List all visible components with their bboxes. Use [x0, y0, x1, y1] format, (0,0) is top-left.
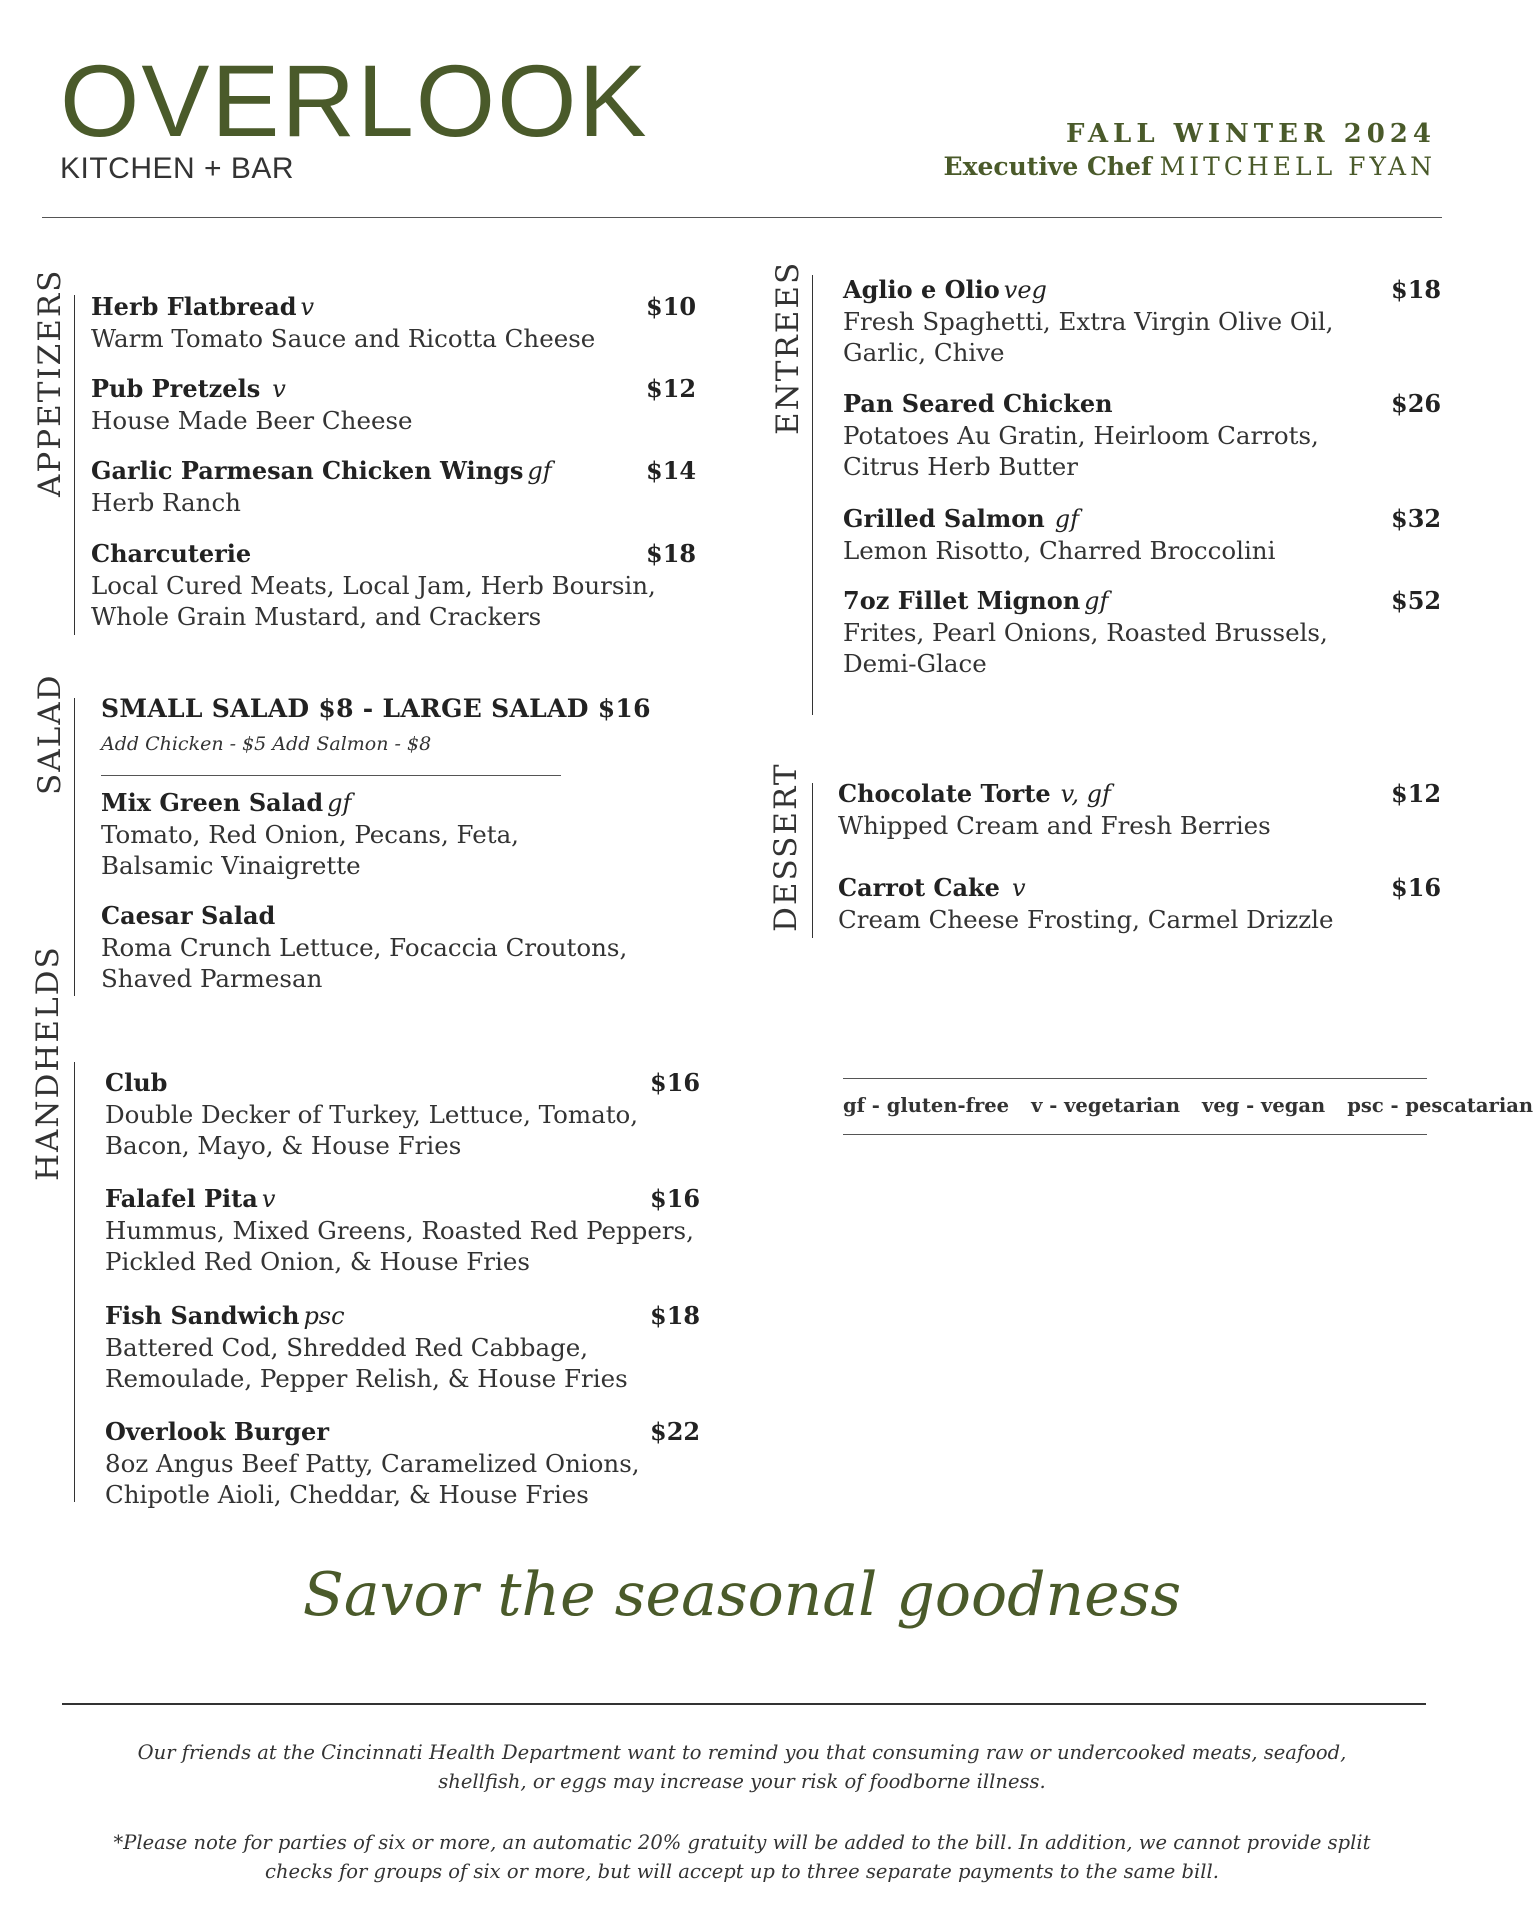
- dietary-tag: v: [261, 1185, 276, 1213]
- section-label-appetizers: APPETIZERS: [32, 268, 68, 497]
- salad-pricing: SMALL SALAD $8 - LARGE SALAD $16: [101, 694, 651, 723]
- dietary-tag: gf: [327, 789, 352, 817]
- item-description: Hummus, Mixed Greens, Roasted Red Peppers,: [105, 1216, 694, 1245]
- item-description: Remoulade, Pepper Relish, & House Fries: [105, 1364, 628, 1393]
- section-label-entrees: ENTREES: [770, 260, 806, 435]
- item-description: Fresh Spaghetti, Extra Virgin Olive Oil,: [843, 307, 1334, 336]
- dietary-tag: v: [272, 375, 286, 403]
- legend-v: v - vegetarian: [1031, 1094, 1180, 1117]
- item-price: $52: [1391, 586, 1442, 615]
- item-name: Grilled Salmon: [843, 504, 1045, 533]
- handhelds-divider: [74, 1062, 75, 1502]
- section-label-dessert: DESSERT: [768, 762, 804, 932]
- item-description: Frites, Pearl Onions, Roasted Brussels,: [843, 618, 1328, 647]
- health-notice-line: Our friends at the Cincinnati Health Department want to remind you that consuming raw or undercooked meats, seafood,: [137, 1741, 1347, 1764]
- item-price: $16: [650, 1068, 701, 1097]
- dietary-tag: v, gf: [1060, 780, 1111, 808]
- item-description: Demi-Glace: [843, 649, 987, 678]
- item-name: Garlic Parmesan Chicken Wings: [91, 456, 524, 485]
- logo-subtitle: KITCHEN + BAR: [60, 152, 295, 185]
- menu-item: [101, 900, 661, 994]
- season-title: FALL WINTER 2024: [1065, 119, 1436, 149]
- legend-veg: veg - vegan: [1202, 1094, 1326, 1117]
- menu-item: [91, 373, 697, 436]
- item-name: Club: [105, 1068, 168, 1097]
- item-description: Warm Tomato Sauce and Ricotta Cheese: [91, 324, 596, 353]
- item-price: $32: [1391, 504, 1442, 533]
- item-price: $16: [1391, 873, 1442, 902]
- item-price: $22: [650, 1417, 701, 1446]
- item-description: Local Cured Meats, Local Jam, Herb Boursin,: [91, 571, 656, 600]
- dietary-tag: gf: [1054, 505, 1079, 533]
- item-price: $26: [1391, 389, 1442, 418]
- item-description: Potatoes Au Gratin, Heirloom Carrots,: [843, 421, 1319, 450]
- dietary-legend: [843, 1094, 1533, 1117]
- item-name: Carrot Cake: [838, 873, 1000, 902]
- menu-item: [105, 1067, 705, 1161]
- menu-item: [105, 1183, 705, 1277]
- health-notice-line: shellfish, or eggs may increase your risk of foodborne illness.: [438, 1770, 1046, 1793]
- salad-divider-horizontal: [101, 775, 561, 776]
- item-price: $12: [1391, 779, 1442, 808]
- gratuity-notice-line: *Please note for parties of six or more, an automatic 20% gratuity will be added to the bill. In addition, we cannot provide split: [113, 1831, 1371, 1854]
- menu-item: [838, 872, 1442, 935]
- item-price: $18: [646, 539, 697, 568]
- item-price: $18: [650, 1301, 701, 1330]
- item-description: Lemon Risotto, Charred Broccolini: [843, 536, 1276, 565]
- menu-item: [843, 585, 1443, 679]
- legend-gf: gf - gluten-free: [843, 1094, 1010, 1117]
- item-description: Balsamic Vinaigrette: [101, 851, 361, 880]
- item-name: Fish Sandwich: [105, 1301, 300, 1330]
- dietary-tag: gf: [527, 457, 552, 485]
- item-description: Cream Cheese Frosting, Carmel Drizzle: [838, 905, 1334, 934]
- item-name: Caesar Salad: [101, 901, 276, 930]
- header-divider: [42, 217, 1442, 218]
- item-description: Whole Grain Mustard, and Crackers: [91, 602, 542, 631]
- dietary-tag: gf: [1084, 587, 1109, 615]
- logo-wordmark: OVERLOOK: [60, 44, 649, 158]
- legend-rule-top: [843, 1078, 1427, 1079]
- item-name: Pan Seared Chicken: [843, 389, 1113, 418]
- salad-divider: [74, 698, 75, 996]
- menu-item: [843, 503, 1443, 566]
- item-description: Herb Ranch: [91, 488, 241, 517]
- dietary-tag: veg: [1003, 276, 1047, 304]
- item-price: $18: [1391, 275, 1442, 304]
- executive-chef: [944, 152, 1436, 181]
- section-label-handhelds: HANDHELDS: [30, 945, 66, 1181]
- item-name: Herb Flatbread: [91, 292, 297, 321]
- gratuity-notice-line: checks for groups of six or more, but will accept up to three separate payments to the same bill.: [265, 1860, 1219, 1883]
- chef-name: MITCHELL FYAN: [1159, 152, 1436, 181]
- item-price: $14: [646, 456, 697, 485]
- dietary-tag: v: [1011, 874, 1026, 902]
- item-description: Roma Crunch Lettuce, Focaccia Croutons,: [101, 933, 628, 962]
- item-name: Mix Green Salad: [101, 788, 324, 817]
- menu-item: [105, 1416, 705, 1510]
- menu-item: [91, 455, 697, 518]
- item-description: Double Decker of Turkey, Lettuce, Tomato,: [105, 1100, 639, 1129]
- item-price: $10: [646, 292, 697, 321]
- item-description: Whipped Cream and Fresh Berries: [838, 811, 1271, 840]
- item-description: Shaved Parmesan: [101, 964, 323, 993]
- item-description: Tomato, Red Onion, Pecans, Feta,: [101, 820, 519, 849]
- gratuity-notice: [0, 1828, 1484, 1886]
- item-description: Citrus Herb Butter: [843, 452, 1079, 481]
- dietary-tag: psc: [303, 1302, 345, 1330]
- item-name: Chocolate Torte: [838, 779, 1051, 808]
- section-label-salad: SALAD: [32, 673, 68, 795]
- legend-psc: psc - pescatarian: [1347, 1094, 1533, 1117]
- menu-item: [838, 778, 1442, 841]
- entrees-divider: [812, 275, 813, 715]
- item-description: Bacon, Mayo, & House Fries: [105, 1131, 462, 1160]
- item-description: Chipotle Aioli, Cheddar, & House Fries: [105, 1480, 589, 1509]
- tagline: Savor the seasonal goodness: [302, 1560, 1182, 1630]
- item-description: House Made Beer Cheese: [91, 406, 413, 435]
- item-description: Pickled Red Onion, & House Fries: [105, 1247, 530, 1276]
- item-name: Pub Pretzels: [91, 374, 261, 403]
- menu-item: [105, 1300, 705, 1394]
- dessert-divider: [812, 783, 813, 938]
- item-name: Falafel Pita: [105, 1184, 258, 1213]
- menu-item: [843, 274, 1443, 368]
- menu-item: [91, 291, 697, 354]
- appetizers-divider: [74, 295, 75, 635]
- salad-add-ons: Add Chicken - $5 Add Salmon - $8: [101, 733, 432, 755]
- item-price: $12: [646, 374, 697, 403]
- dietary-tag: v: [300, 293, 315, 321]
- item-name: 7oz Fillet Mignon: [843, 586, 1081, 615]
- item-name: Aglio e Olio: [843, 275, 1000, 304]
- item-name: Overlook Burger: [105, 1417, 329, 1446]
- item-name: Charcuterie: [91, 539, 252, 568]
- health-notice: [0, 1738, 1484, 1796]
- chef-role: Executive Chef: [943, 152, 1152, 181]
- legend-rule-bottom: [843, 1134, 1427, 1135]
- item-description: Battered Cod, Shredded Red Cabbage,: [105, 1333, 589, 1362]
- item-description: Garlic, Chive: [843, 338, 1005, 367]
- item-description: 8oz Angus Beef Patty, Caramelized Onions,: [105, 1449, 640, 1478]
- item-price: $16: [650, 1184, 701, 1213]
- menu-item: [843, 388, 1443, 482]
- footer-divider: [62, 1703, 1426, 1705]
- menu-item: [101, 787, 661, 881]
- menu-item: [91, 538, 697, 632]
